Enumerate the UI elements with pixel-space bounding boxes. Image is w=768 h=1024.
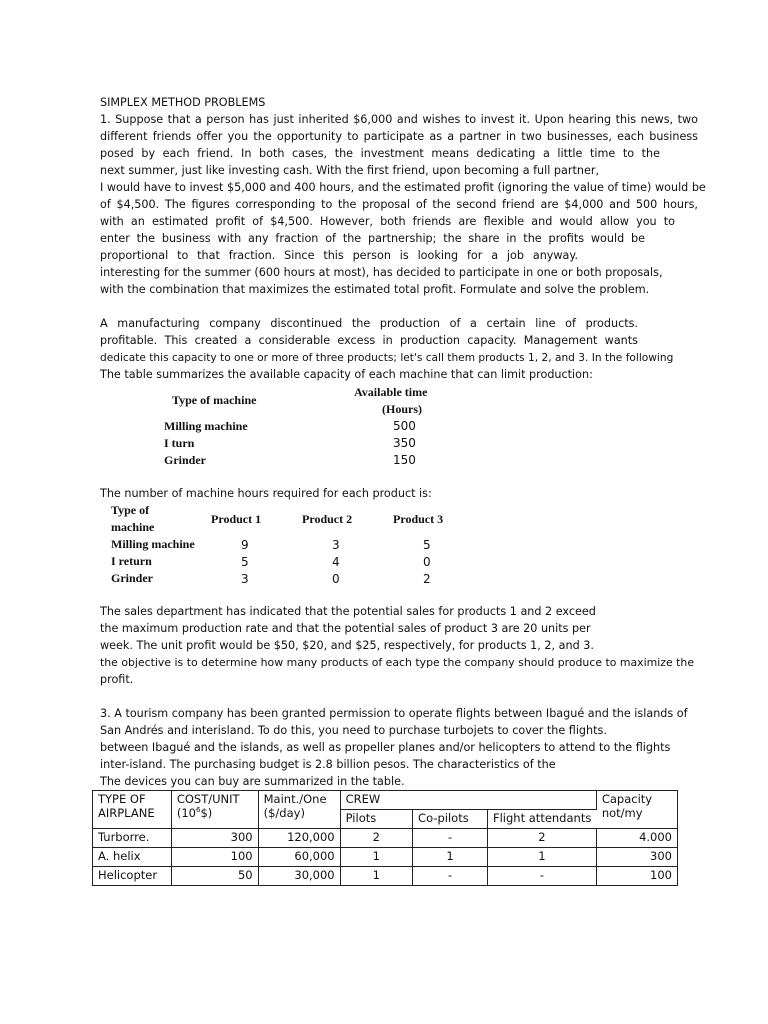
aircraft-attendants: 2 xyxy=(488,829,597,848)
header-attendants: Flight attendants xyxy=(488,810,597,829)
aircraft-maint: 30,000 xyxy=(258,867,340,886)
hours-header-machine: machine xyxy=(111,520,155,534)
header-cost: COST/UNIT $(10^6\$)$ xyxy=(171,791,258,829)
hours-cell: 5 xyxy=(423,538,431,552)
header-maint: Maint./One ($/day) xyxy=(258,791,340,829)
problem1-line: interesting for the summer (600 hours at most), has decided to participate in one or both proposals, xyxy=(100,266,663,279)
sales-line: the maximum production rate and that the potential sales of product 3 are 20 units per xyxy=(100,622,591,635)
header-pilots: Pilots xyxy=(340,810,412,829)
aircraft-pilots: 2 xyxy=(340,829,412,848)
capacity-row-machine: Grinder xyxy=(164,453,206,467)
aircraft-header-row xyxy=(93,791,678,810)
capacity-header-machine: Type of machine xyxy=(172,393,257,407)
capacity-row-machine: I turn xyxy=(164,436,195,450)
sales-line: week. The unit profit would be $50, $20, and $25, respectively, for products 1, 2, and 3. xyxy=(100,639,594,652)
aircraft-type: A. helix xyxy=(93,848,172,867)
hours-row-machine: Grinder xyxy=(111,571,153,585)
problem1-line: enter the business with any fraction of the partnership; the share in the profits would be xyxy=(100,232,645,245)
aircraft-copilots: - xyxy=(413,867,488,886)
capacity-row-hours: 150 xyxy=(393,453,416,467)
aircraft-cost: 100 xyxy=(171,848,258,867)
aircraft-copilots: - xyxy=(413,829,488,848)
capacity-row-machine: Milling machine xyxy=(164,419,248,433)
header-capacity: Capacity not/my xyxy=(596,791,677,829)
hours-header-type: Type of xyxy=(111,503,150,517)
sales-line: profit. xyxy=(100,673,134,686)
aircraft-row xyxy=(93,829,678,848)
problem2-line: dedicate this capacity to one or more of three products; let's call them products 1, 2, and 3. In the following xyxy=(100,352,674,364)
problem1-line: next summer, just like investing cash. With the first friend, upon becoming a full partner, xyxy=(100,164,599,177)
aircraft-row xyxy=(93,848,678,867)
aircraft-maint: 120,000 xyxy=(258,829,340,848)
problem3-line: San Andrés and interisland. To do this, you need to purchase turbojets to cover the flights. xyxy=(100,724,607,737)
aircraft-attendants: 1 xyxy=(488,848,597,867)
problem1-line: I would have to invest $5,000 and 400 hours, and the estimated profit (ignoring the value of time) would be xyxy=(100,181,706,194)
problem3-line: The devices you can buy are summarized in the table. xyxy=(100,775,405,788)
capacity-header-hours: (Hours) xyxy=(382,402,422,416)
capacity-row-hours: 350 xyxy=(393,436,416,450)
aircraft-capacity: 300 xyxy=(596,848,677,867)
hours-cell: 0 xyxy=(423,555,431,569)
aircraft-maint: 60,000 xyxy=(258,848,340,867)
hours-cell: 9 xyxy=(241,538,249,552)
aircraft-row xyxy=(93,867,678,886)
aircraft-type: Turborre. xyxy=(93,829,172,848)
aircraft-capacity: 100 xyxy=(596,867,677,886)
page-title: SIMPLEX METHOD PROBLEMS xyxy=(100,96,266,109)
header-copilots: Co-pilots xyxy=(413,810,488,829)
sales-line: the objective is to determine how many products of each type the company should produce to maximize the xyxy=(100,656,695,669)
aircraft-type: Helicopter xyxy=(93,867,172,886)
aircraft-capacity: 4.000 xyxy=(596,829,677,848)
problem2-line: The table summarizes the available capacity of each machine that can limit production: xyxy=(100,368,593,381)
aircraft-attendants: - xyxy=(488,867,597,886)
problem1-line: posed by each friend. In both cases, the investment means dedicating a little time to the xyxy=(100,147,660,160)
hours-cell: 4 xyxy=(332,555,340,569)
hours-cell: 0 xyxy=(332,572,340,586)
hours-header-product2: Product 2 xyxy=(302,512,353,526)
problem1-line: with an estimated profit of $4,500. However, both friends are flexible and would allow you to xyxy=(100,215,675,228)
problem1-line: with the combination that maximizes the estimated total profit. Formulate and solve the problem. xyxy=(100,283,650,296)
capacity-row-hours: 500 xyxy=(393,419,416,433)
aircraft-pilots: 1 xyxy=(340,867,412,886)
capacity-header-time: Available time xyxy=(354,385,428,399)
hours-row-machine: Milling machine xyxy=(111,537,195,551)
hours-cell: 5 xyxy=(241,555,249,569)
problem3-line: inter-island. The purchasing budget is 2.8 billion pesos. The characteristics of the xyxy=(100,758,556,771)
hours-cell: 3 xyxy=(241,572,249,586)
problem1-line: of $4,500. The figures corresponding to the proposal of the second friend are $4,000 and 500 hours, xyxy=(100,198,698,211)
aircraft-copilots: 1 xyxy=(413,848,488,867)
problem1-line: different friends offer you the opportunity to participate as a partner in two businesses, each business xyxy=(100,130,698,143)
aircraft-pilots: 1 xyxy=(340,848,412,867)
hours-cell: 3 xyxy=(332,538,340,552)
hours-cell: 2 xyxy=(423,572,431,586)
header-type: TYPE OF AIRPLANE xyxy=(93,791,172,829)
problem3-line: 3. A tourism company has been granted permission to operate flights between Ibagué and the islands of xyxy=(100,707,688,720)
hours-header-product3: Product 3 xyxy=(393,512,444,526)
sales-line: The sales department has indicated that the potential sales for products 1 and 2 exceed xyxy=(100,605,596,618)
problem2-line: A manufacturing company discontinued the production of a certain line of products. xyxy=(100,317,638,330)
hours-header-product1: Product 1 xyxy=(211,512,262,526)
aircraft-table xyxy=(92,790,678,886)
problem1-line: 1. Suppose that a person has just inherited $6,000 and wishes to invest it. Upon hearing this news, two xyxy=(100,113,698,126)
aircraft-cost: 300 xyxy=(171,829,258,848)
problem2-line: profitable. This created a considerable excess in production capacity. Management wants xyxy=(100,334,638,347)
header-crew: CREW xyxy=(340,791,596,810)
problem3-line: between Ibagué and the islands, as well as propeller planes and/or helicopters to attend to the flights xyxy=(100,741,671,754)
aircraft-cost: 50 xyxy=(171,867,258,886)
hours-row-machine: I return xyxy=(111,554,152,568)
problem1-line: proportional to that fraction. Since this person is looking for a job anyway. xyxy=(100,249,578,262)
hours-intro: The number of machine hours required for each product is: xyxy=(100,487,432,500)
